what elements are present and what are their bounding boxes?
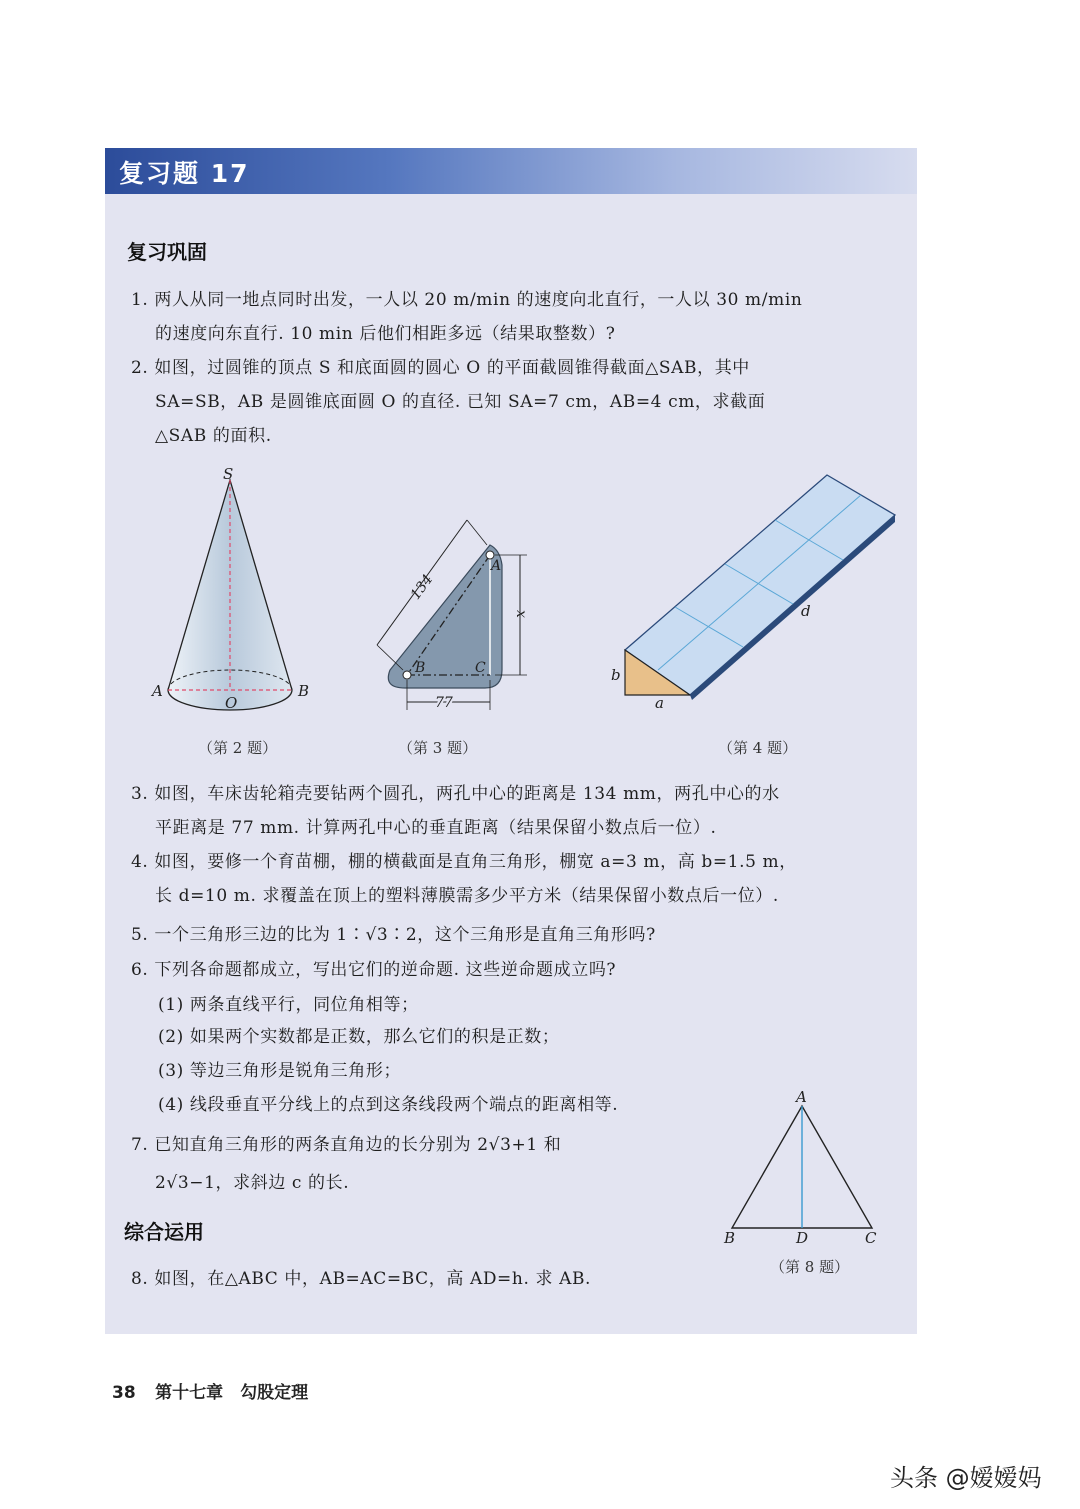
plate-label-b: B bbox=[415, 660, 426, 676]
triangle-label-a: A bbox=[796, 1088, 807, 1106]
shed-label-d: d bbox=[801, 602, 811, 620]
problem-2-line-2: SA=SB，AB 是圆锥底面圆 O 的直径. 已知 SA=7 cm，AB=4 cm，求截面 bbox=[155, 392, 766, 412]
problem-6-line-1: 6. 下列各命题都成立，写出它们的逆命题. 这些逆命题成立吗? bbox=[131, 960, 617, 980]
plate-label-x: x bbox=[513, 610, 529, 618]
plate-figure bbox=[365, 520, 540, 720]
problem-7-line-2: 2√3−1，求斜边 c 的长. bbox=[155, 1173, 350, 1193]
page-number: 38 bbox=[112, 1383, 136, 1403]
problem-3-line-1: 3. 如图，车床齿轮箱壳要钻两个圆孔，两孔中心的距离是 134 mm，两孔中心的水 bbox=[131, 784, 780, 804]
problem-8: 8. 如图，在△ABC 中，AB=AC=BC，高 AD=h. 求 AB. bbox=[131, 1269, 592, 1289]
cone-label-o: O bbox=[225, 694, 238, 712]
triangle-label-d: D bbox=[796, 1229, 809, 1247]
problem-7-line-1: 7. 已知直角三角形的两条直角边的长分别为 2√3+1 和 bbox=[131, 1135, 562, 1155]
plate-label-hyp: 134 bbox=[407, 571, 437, 603]
problem-1-line-1: 1. 两人从同一地点同时出发，一人以 20 m/min 的速度向北直行，一人以 30 m/min bbox=[131, 290, 803, 310]
section-apply: 综合运用 bbox=[124, 1220, 204, 1244]
caption-figure-8: （第 8 题） bbox=[770, 1258, 850, 1276]
plate-label-base: 77 bbox=[435, 695, 453, 711]
header-bar bbox=[105, 148, 917, 194]
problem-4-line-2: 长 d=10 m. 求覆盖在顶上的塑料薄膜需多少平方米（结果保留小数点后一位）. bbox=[155, 886, 779, 906]
shed-figure bbox=[605, 470, 900, 715]
shed-label-b: b bbox=[611, 666, 621, 684]
problem-2-line-1: 2. 如图，过圆锥的顶点 S 和底面圆的圆心 O 的平面截圆锥得截面△SAB，其中 bbox=[131, 358, 750, 378]
page-title: 复习题 17 bbox=[119, 159, 250, 188]
problem-6-item-2: (2) 如果两个实数都是正数，那么它们的积是正数； bbox=[158, 1027, 560, 1047]
cone-figure bbox=[150, 465, 320, 720]
problem-6-item-1: (1) 两条直线平行，同位角相等； bbox=[158, 995, 419, 1015]
caption-figure-2: （第 2 题） bbox=[198, 739, 278, 757]
chapter-title: 第十七章 勾股定理 bbox=[155, 1383, 309, 1403]
page-footer bbox=[112, 1378, 308, 1403]
shed-label-a: a bbox=[655, 694, 664, 712]
caption-figure-3: （第 3 题） bbox=[398, 739, 478, 757]
caption-figure-4: （第 4 题） bbox=[718, 739, 798, 757]
plate-label-a: A bbox=[491, 558, 502, 574]
problem-6-item-3: (3) 等边三角形是锐角三角形； bbox=[158, 1061, 402, 1081]
triangle-label-c: C bbox=[865, 1229, 877, 1247]
problem-5: 5. 一个三角形三边的比为 1∶√3∶2，这个三角形是直角三角形吗? bbox=[131, 925, 656, 945]
problem-6-item-4: (4) 线段垂直平分线上的点到这条线段两个端点的距离相等. bbox=[158, 1095, 619, 1115]
section-consolidate: 复习巩固 bbox=[127, 240, 207, 264]
problem-4-line-1: 4. 如图，要修一个育苗棚，棚的横截面是直角三角形，棚宽 a=3 m，高 b=1.5 m， bbox=[131, 852, 797, 872]
cone-label-s: S bbox=[223, 465, 234, 483]
cone-label-a: A bbox=[152, 682, 163, 700]
triangle-figure bbox=[718, 1088, 888, 1253]
problem-3-line-2: 平距离是 77 mm. 计算两孔中心的垂直距离（结果保留小数点后一位）. bbox=[155, 818, 717, 838]
triangle-label-b: B bbox=[724, 1229, 736, 1247]
cone-label-b: B bbox=[298, 682, 310, 700]
problem-2-line-3: △SAB 的面积. bbox=[155, 426, 272, 446]
plate-label-c: C bbox=[475, 660, 486, 676]
watermark-text: 头条 @嫒嫒妈 bbox=[890, 1464, 1042, 1492]
problem-1-line-2: 的速度向东直行. 10 min 后他们相距多远（结果取整数）? bbox=[155, 324, 616, 344]
